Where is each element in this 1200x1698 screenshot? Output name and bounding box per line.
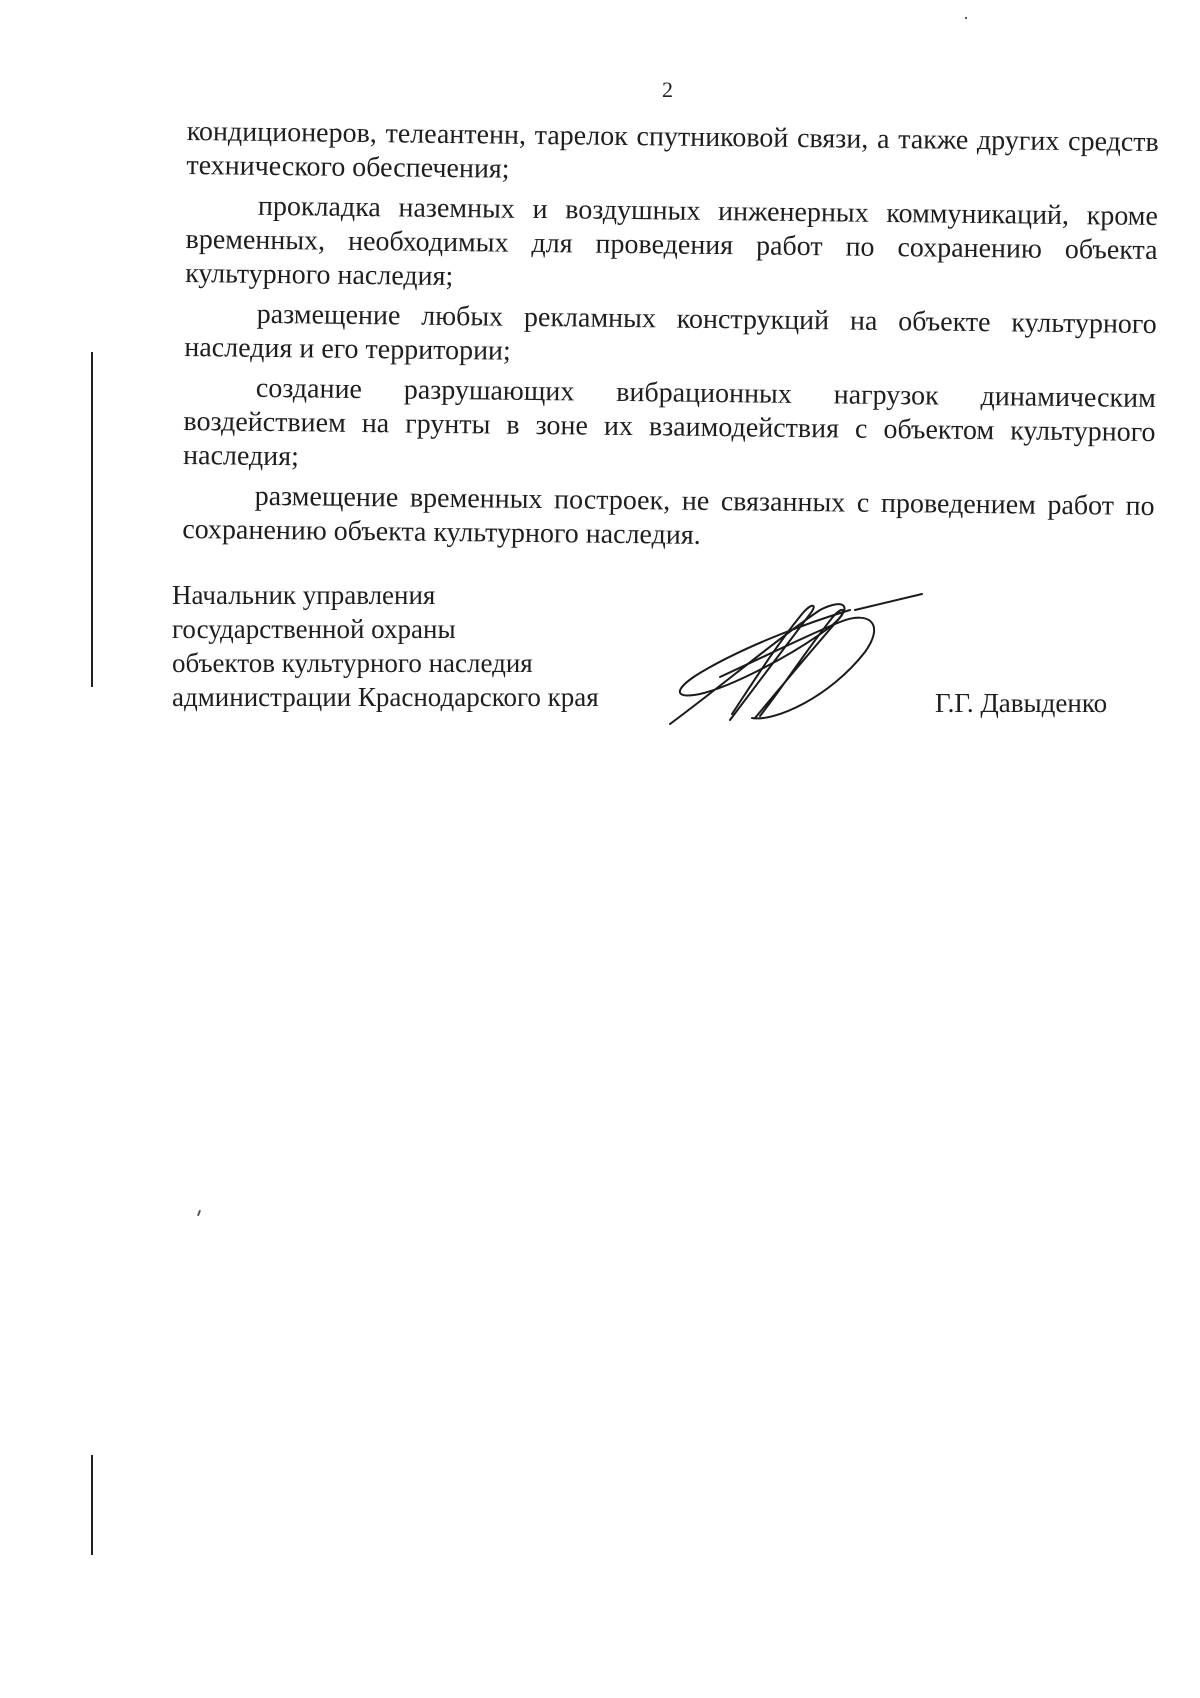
signer-title-line-1: Начальник управления — [172, 580, 436, 610]
signer-title-line-4: администрации Краснодарского края — [172, 682, 599, 712]
signer-title-line-3: объектов культурного наследия — [172, 648, 533, 678]
page-number: 2 — [662, 77, 673, 102]
handwritten-signature-icon — [660, 592, 930, 732]
signer-name: Г.Г. Давыденко — [935, 688, 1108, 718]
scan-speck — [197, 1210, 201, 1216]
signer-title — [172, 578, 599, 714]
document-body — [182, 115, 1159, 564]
paragraph-1: кондиционеров, телеантенн, тарелок спутниковой связи, а также других средств технического обеспечения; — [186, 115, 1159, 185]
paragraph-3: размещение любых рекламных конструкций на объекте культурного наследия и его территории; — [184, 298, 1157, 367]
signer-title-line-2: государственной охраны — [172, 614, 456, 644]
paragraph-2: прокладка наземных и воздушных инженерных коммуникаций, кроме временных, необходимых для проведения работ по сохранению объекта культурного наследия; — [185, 190, 1159, 293]
scan-margin-line — [91, 1455, 93, 1555]
scan-margin-line — [91, 352, 93, 687]
scan-speck — [965, 17, 967, 19]
paragraph-4: создание разрушающих вибрационных нагрузок динамическим воздействием на грунты в зоне их взаимодействия с объектом культурного наследия; — [182, 372, 1157, 473]
paragraph-5: размещение временных построек, не связанных с проведением работ по сохранению объекта культурного наследия. — [182, 480, 1155, 551]
